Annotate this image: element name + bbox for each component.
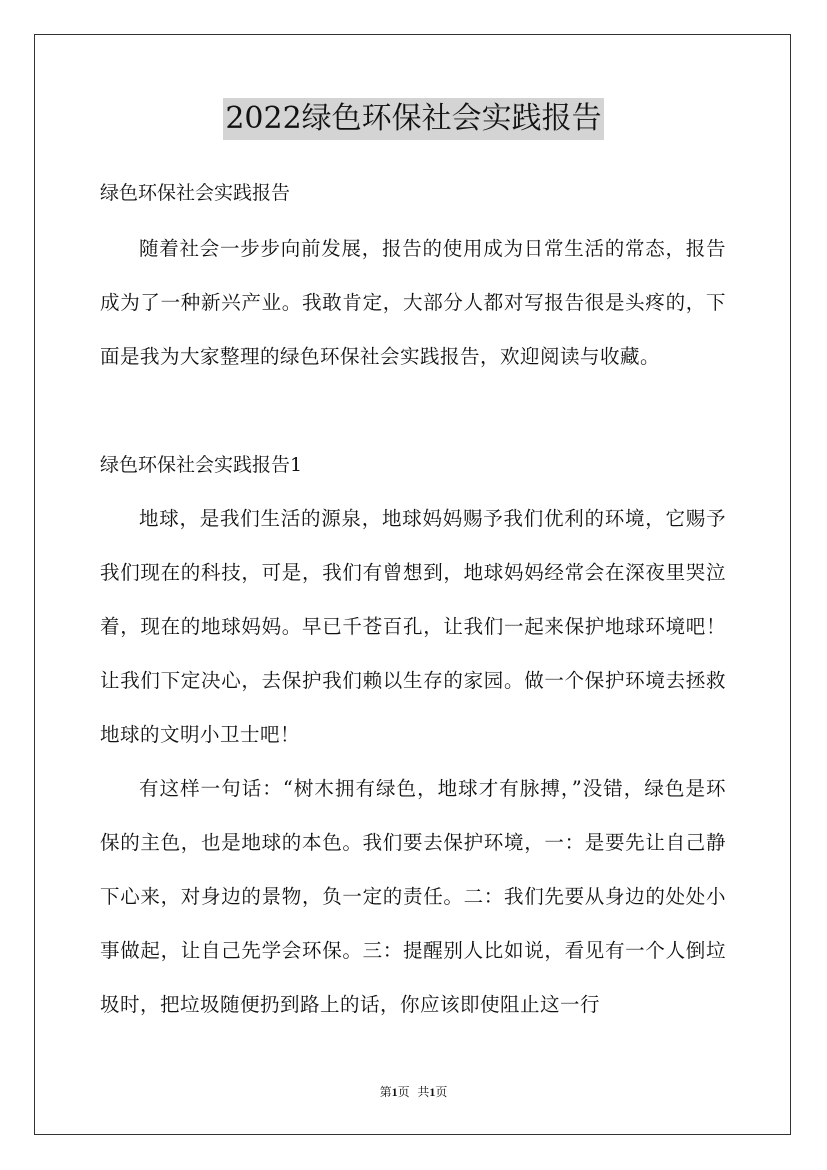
total-pages-suffix: 页 <box>435 1085 448 1099</box>
page-number-prefix: 第 <box>379 1085 392 1099</box>
title-wrap <box>0 98 827 140</box>
intro-paragraph: 随着社会一步步向前发展，报告的使用成为日常生活的常态，报告成为了一种新兴产业。我敢肯定，大部分人都对写报告很是头疼的，下面是我为大家整理的绿色环保社会实践报告，欢迎阅读与收藏。 <box>100 237 726 368</box>
document-subtitle: 绿色环保社会实践报告 <box>100 182 291 204</box>
document-title: 2022绿色环保社会实践报告 <box>223 98 603 140</box>
section-heading: 绿色环保社会实践报告1 <box>100 454 303 476</box>
page-number-current: 1 <box>391 1085 398 1099</box>
body-paragraph-2: 有这样一句话：“树木拥有绿色，地球才有脉搏，”没错，绿色是环保的主色，也是地球的本色。我们要去保护环境，一：是要先让自己静下心来，对身边的景物，负一定的责任。二：我们先要从身边的处处小事做起，让自己先学会环保。三：提醒别人比如说，看见有一个人倒垃圾时，把垃圾随便扔到路上的话，你应该即使阻止这一行 <box>100 777 726 1016</box>
body-paragraph-1: 地球，是我们生活的源泉，地球妈妈赐予我们优利的环境，它赐予我们现在的科技，可是，我们有曾想到，地球妈妈经常会在深夜里哭泣着，现在的地球妈妈。早已千苍百孔，让我们一起来保护地球环境吧！让我们下定决心，去保护我们赖以生存的家园。做一个保护环境去拯救地球的文明小卫士吧！ <box>100 507 726 746</box>
total-pages-prefix: 共 <box>417 1085 430 1099</box>
page-footer <box>0 1084 827 1100</box>
total-pages-count: 1 <box>429 1085 436 1099</box>
page-number-suffix: 页 <box>397 1085 410 1099</box>
